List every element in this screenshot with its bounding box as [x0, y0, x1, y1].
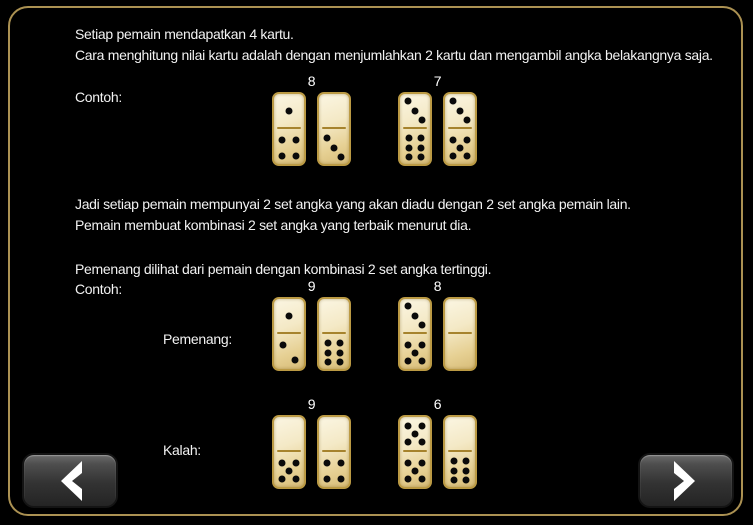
pair-sum-label: 6 — [433, 396, 442, 412]
domino-card — [317, 92, 351, 166]
instruction-line-4: Pemain membuat kombinasi 2 set angka yang terbaik menurut dia. — [75, 217, 472, 233]
domino-pair-pemenang-8 — [398, 277, 477, 371]
domino-card — [398, 297, 432, 371]
domino-pair-kalah-6 — [398, 395, 477, 489]
domino-card — [398, 415, 432, 489]
domino-pair-contoh-7 — [398, 72, 477, 166]
pemenang-label: Pemenang: — [163, 331, 232, 347]
pair-sum-label: 9 — [307, 278, 316, 294]
pair-sum-label: 9 — [307, 396, 316, 412]
pair-sum-label: 8 — [307, 73, 316, 89]
chevron-left-icon — [53, 460, 87, 502]
prev-page-button[interactable] — [22, 453, 118, 508]
domino-card — [443, 92, 477, 166]
chevron-right-icon — [669, 460, 703, 502]
domino-card — [272, 92, 306, 166]
instruction-line-2: Cara menghitung nilai kartu adalah dengan menjumlahkan 2 kartu dan mengambil angka belakangnya saja. — [75, 47, 713, 63]
next-page-button[interactable] — [638, 453, 734, 508]
domino-card — [443, 415, 477, 489]
domino-card — [317, 415, 351, 489]
domino-card — [272, 297, 306, 371]
domino-card — [317, 297, 351, 371]
instruction-line-3: Jadi setiap pemain mempunyai 2 set angka yang akan diadu dengan 2 set angka pemain lain. — [75, 196, 631, 212]
instruction-line-1: Setiap pemain mendapatkan 4 kartu. — [75, 26, 294, 42]
pair-sum-label: 7 — [433, 73, 442, 89]
kalah-label: Kalah: — [163, 442, 201, 458]
domino-pair-pemenang-9 — [272, 277, 351, 371]
contoh-label-1: Contoh: — [75, 89, 122, 105]
domino-card — [272, 415, 306, 489]
instruction-line-5: Pemenang dilihat dari pemain dengan kombinasi 2 set angka tertinggi. — [75, 261, 492, 277]
contoh-label-2: Contoh: — [75, 281, 122, 297]
domino-card — [443, 297, 477, 371]
domino-pair-kalah-9 — [272, 395, 351, 489]
pair-sum-label: 8 — [433, 278, 442, 294]
domino-card — [398, 92, 432, 166]
domino-pair-contoh-8 — [272, 72, 351, 166]
